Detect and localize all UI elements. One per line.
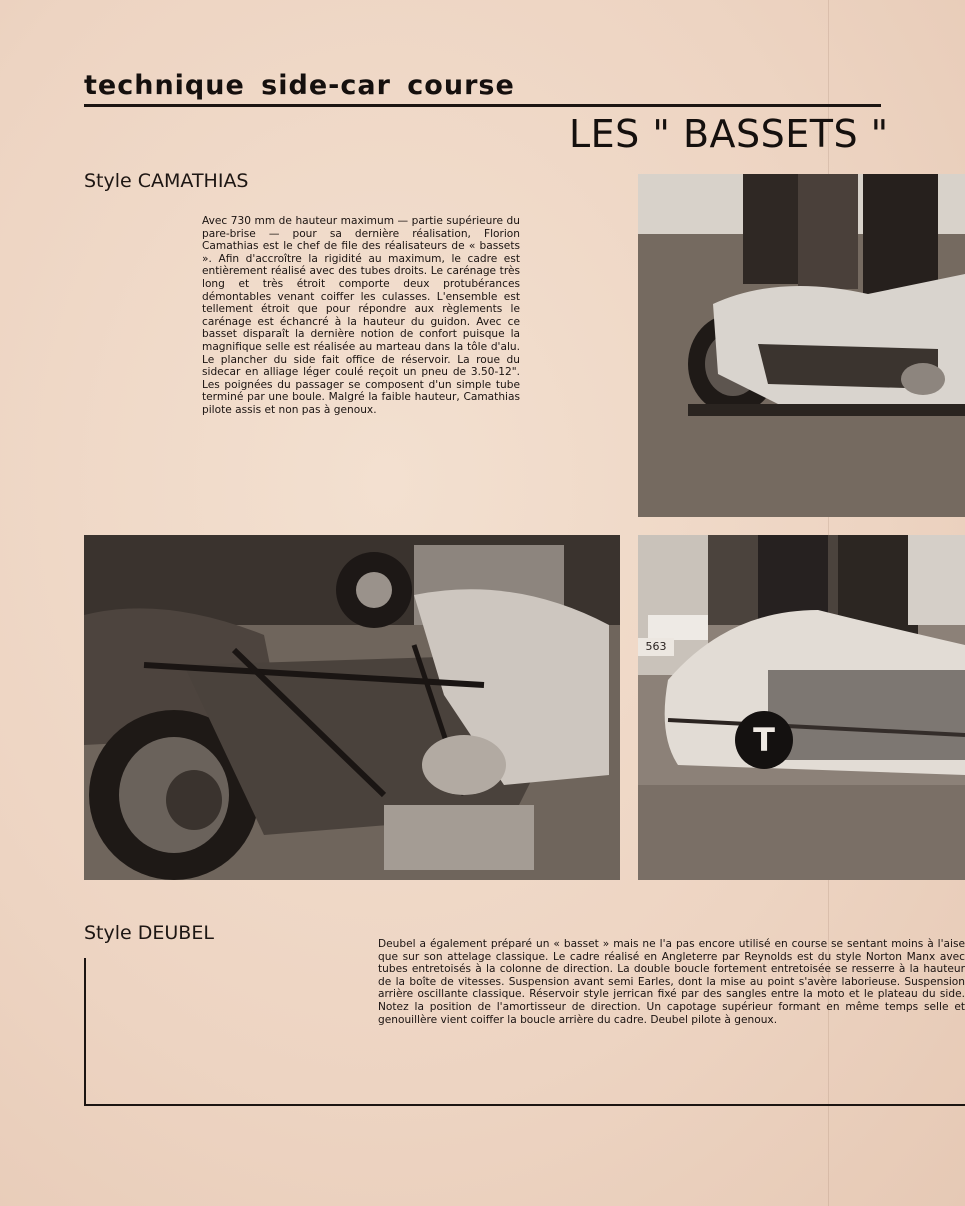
deubel-frame-bottom (84, 1104, 965, 1106)
camathias-body-text: Avec 730 mm de hauteur maximum — partie supérieure du pare-brise — pour sa dernière réalisation, Florion Camathias est le chef de file des réalisateurs de « bassets ». Afin d'accroître la rigidité au maximum, le cadre est entièrement réalisé avec des tubes droits. Le carénage très long et très étroit comporte deux protubérances démontables venant coiffer les culasses. L'ensemble est tellement étroit que pour répondre aux règlements le carénage est échancré à la hauteur du guidon. Avec ce basset disparaît la dernière notion de confort puisque la magnifique selle est réalisée au marteau dans la tôle d'alu. Le plancher du side fait office de réservoir. La roue du sidecar en alliage léger coulé reçoit un pneu de 3.50-12". Les poignées du passager se composent d'un simple tube terminé par une boule. Malgré la faible hauteur, Camathias pilote assis et non pas à genoux. (202, 215, 520, 416)
photo-basset-frame-engine (84, 535, 620, 880)
deubel-frame-left (84, 958, 86, 1106)
camathias-subheading: Style CAMATHIAS (84, 170, 249, 192)
deubel-subheading: Style DEUBEL (84, 922, 214, 944)
deubel-body-text: Deubel a également préparé un « basset » mais ne l'a pas encore utilisé en course se sentant moins à l'aise que sur son attelage classique. Le cadre réalisé en Angleterre par Reynolds est du style Norton Manx avec tubes entretoisés à la colonne de direction. La double boucle fortement entretoisée se resserre à la hauteur de la boîte de vitesses. Suspension avant semi Earles, dont la mise au point s'avère laborieuse. Suspension arrière oscillante classique. Réservoir style jerrican fixé par des sangles entre la moto et le plateau du side. Notez la position de l'amortisseur de direction. Un capotage supérieur formant en même temps selle et genouillère vient coiffer la boucle arrière du cadre. Deubel pilote à genoux. (378, 938, 965, 1026)
plate-number: 563 (638, 638, 674, 656)
photo-deubel-basset (638, 535, 965, 880)
photo-camathias-basset (638, 174, 965, 517)
heading-rule (84, 104, 881, 107)
section-heading: technique side-car course (84, 70, 515, 101)
article-title: LES " BASSETS " (569, 112, 889, 156)
fairing-t-roundel: T (735, 711, 793, 769)
